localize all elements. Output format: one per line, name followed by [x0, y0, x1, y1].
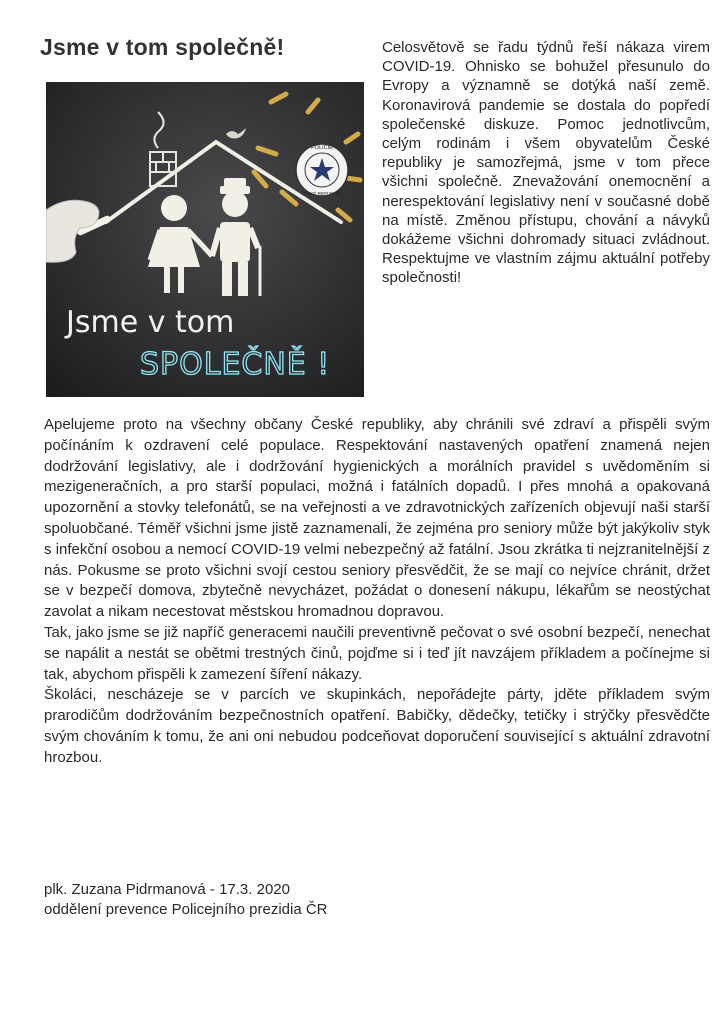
campaign-poster	[46, 82, 364, 397]
poster-caption-line2: SPOLEČNĚ !	[140, 347, 331, 382]
article-body	[44, 415, 710, 769]
badge-text-bottom: ČESKÉ REPUBLIKY	[301, 191, 343, 196]
body-paragraph-3: Školáci, nescházeje se v parcích ve skupinkách, nepořádejte párty, jděte příkladem svým prarodičům dodržováním bezpečnostních opatření. Babičky, dědečky, tetičky i strýčky přesvědčte svým chováním k tomu, že ani oni nebudou podceňovat doporučení související s aktuální zdravotní hrozbou.	[44, 686, 710, 766]
page-title: Jsme v tom společně!	[40, 34, 285, 60]
signature-author: plk. Zuzana Pidrmanová - 17.3. 2020	[44, 881, 290, 898]
signature-block	[44, 880, 444, 920]
police-badge-icon	[296, 144, 348, 196]
poster-caption-line1: Jsme v tom	[66, 305, 235, 340]
body-paragraph-2: Tak, jako jsme se již napříč generacemi naučili preventivně pečovat o své osobní bezpečí, nenechat se napálit a nestát se obětmi trestných činů, pojďme si i teď jít navzájem příkladem a počínejme si tak, abychom přispěli k zamezení šíření nákazy.	[44, 623, 710, 683]
signature-department: oddělení prevence Policejního prezidia ČR	[44, 901, 328, 918]
badge-text-top: POLICIE	[311, 145, 333, 151]
intro-paragraph: Celosvětově se řadu týdnů řeší nákaza virem COVID-19. Ohnisko se bohužel přesunulo do Evropy a významně se dotýká naší země. Koronavirová pandemie se dostala do popředí společenské diskuze. Pomoc jednotlivcům, celým rodinám i všem obyvatelům České republiky je samozřejmá, jsme v tom přece všichni společně. Znevažování onemocnění a nerespektování legislativy není v současné době na místě. Změnou přístupu, chování a návyků dokážeme všichni dohromady situaci zvládnout. Respektujme ve vlastním zájmu aktuální potřeby společnosti!	[382, 39, 710, 287]
body-paragraph-1: Apelujeme proto na všechny občany České republiky, aby chránili své zdraví a přispěli svým počínáním k ozdravení celé populace. Respektování nastavených opatření znamená nejen dodržování legislativy, ale i dodržování hygienických a morálních pravidel s uvědoměním si mezigeneračních, a pro starší populaci, možná i fatálních dopadů. I přes mnohá a opakovaná upozornění a stovky telefonátů, se na veřejnosti a ve zdravotnických zařízeních objevují naši starší spoluobčané. Téměř všichni jsme jistě zaznamenali, že zejména pro seniory může být jakýkoliv styk s infekční osobou a nemocí COVID-19 velmi nebezpečný až fatální. Jsou zkrátka ti nejzranitelnější z nás. Pokusme se proto všichni svojí cestou seniory přesvědčit, že se mají co nejvíce chránit, držet se v bezpečí domova, zbytečně nevycházet, požádat o donesení nákupu, lékařům se neostýchat zavolat a nikam necestovat městskou hromadnou dopravou.	[44, 416, 710, 621]
